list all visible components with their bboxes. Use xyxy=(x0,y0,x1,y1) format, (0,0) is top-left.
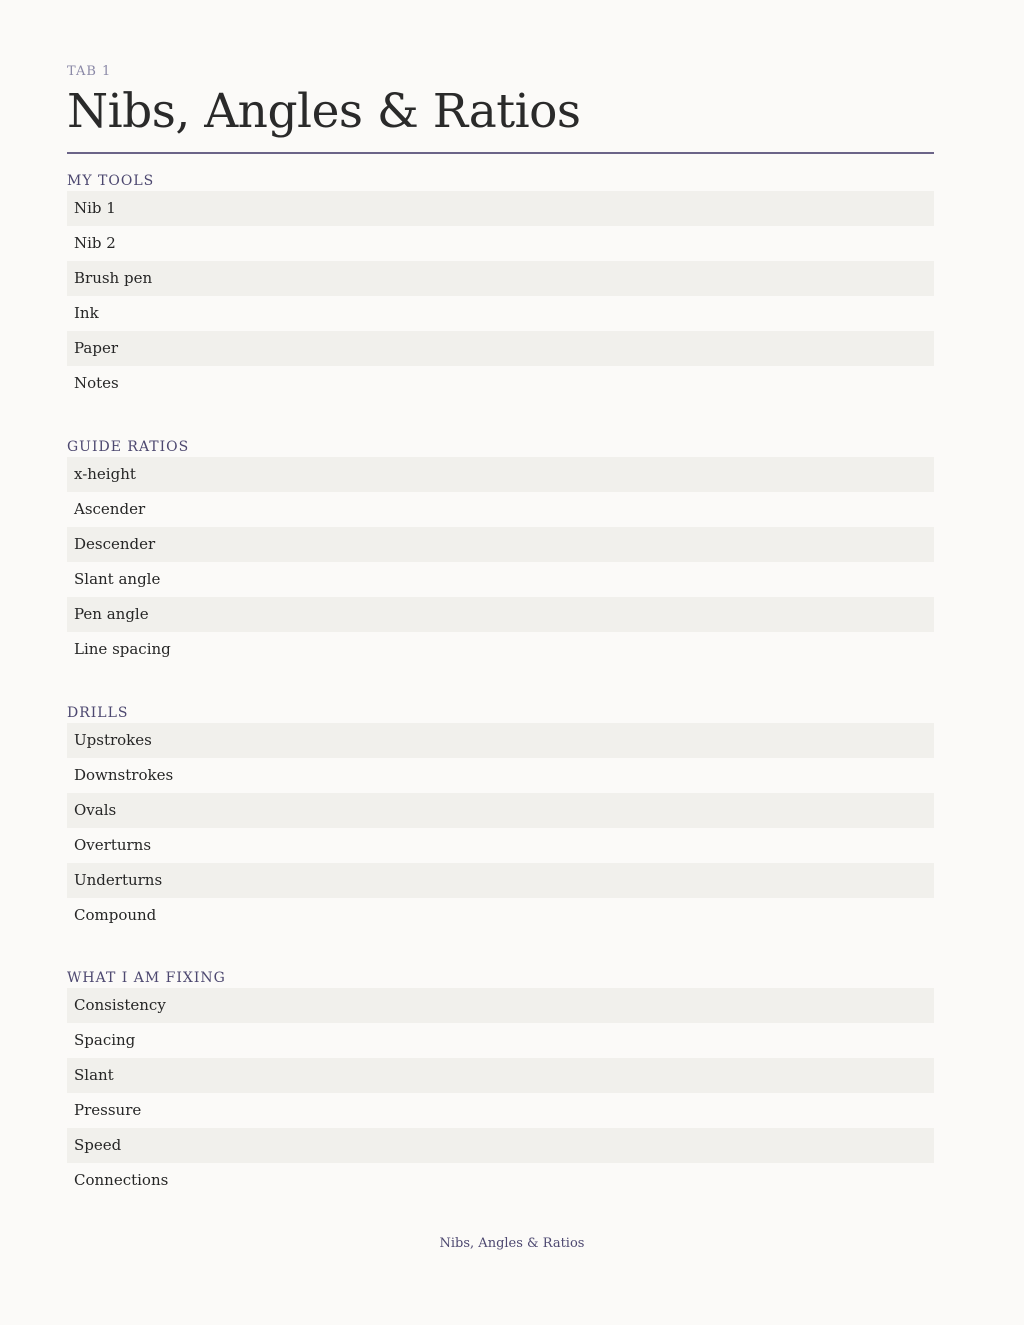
section-heading: DRILLS xyxy=(67,705,129,721)
list-item[interactable]: Overturns xyxy=(74,836,152,854)
section-heading: MY TOOLS xyxy=(67,173,155,189)
list-item[interactable]: Line spacing xyxy=(74,640,171,658)
list-item[interactable]: Slant xyxy=(67,1058,934,1093)
section-guide-ratios xyxy=(67,435,934,667)
list-item[interactable]: Notes xyxy=(74,374,119,392)
list-item[interactable]: Nib 2 xyxy=(74,234,116,252)
list-item[interactable]: Ascender xyxy=(74,500,146,518)
title-divider xyxy=(67,152,934,154)
list-item[interactable]: Speed xyxy=(67,1128,934,1163)
list-item[interactable]: Pen angle xyxy=(67,597,934,632)
list-item[interactable]: Ovals xyxy=(67,793,934,828)
list-item[interactable]: Compound xyxy=(74,906,157,924)
list-item[interactable]: Slant angle xyxy=(74,570,161,588)
list-item[interactable]: Nib 1 xyxy=(67,191,934,226)
list-item[interactable]: Consistency xyxy=(67,988,934,1023)
section-drills xyxy=(67,701,934,933)
list-item[interactable]: Connections xyxy=(74,1171,169,1189)
section-heading: WHAT I AM FIXING xyxy=(67,970,226,986)
list-item[interactable]: Spacing xyxy=(74,1031,136,1049)
list-item[interactable]: Underturns xyxy=(67,863,934,898)
tab-label: TAB 1 xyxy=(67,64,112,79)
section-my-tools xyxy=(67,169,934,401)
list-item[interactable]: Paper xyxy=(67,331,934,366)
page-footer: Nibs, Angles & Ratios xyxy=(439,1236,585,1251)
list-item[interactable]: Pressure xyxy=(74,1101,142,1119)
page-title: Nibs, Angles & Ratios xyxy=(67,84,581,139)
list-item[interactable]: Downstrokes xyxy=(74,766,174,784)
planner-page xyxy=(67,0,934,1325)
list-item[interactable]: x-height xyxy=(67,457,934,492)
section-what-i-am-fixing xyxy=(67,966,934,1198)
list-item[interactable]: Ink xyxy=(74,304,99,322)
section-heading: GUIDE RATIOS xyxy=(67,439,190,455)
list-item[interactable]: Upstrokes xyxy=(67,723,934,758)
list-item[interactable]: Brush pen xyxy=(67,261,934,296)
list-item[interactable]: Descender xyxy=(67,527,934,562)
